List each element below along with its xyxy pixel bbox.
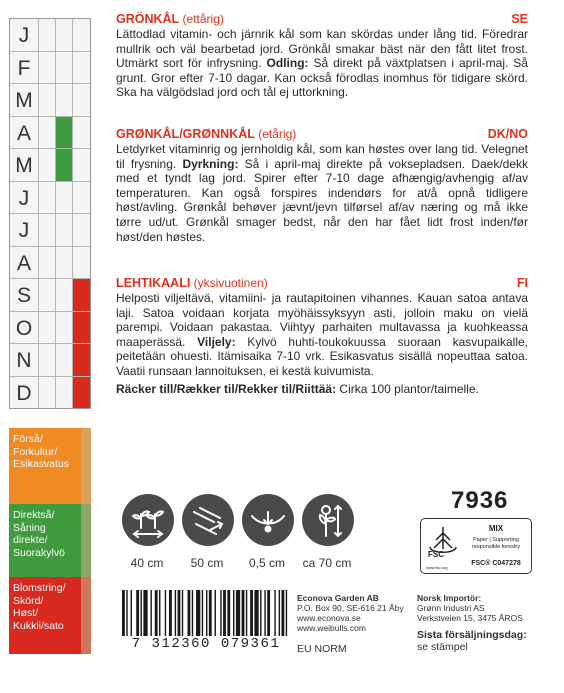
section-header xyxy=(116,127,528,142)
month-letter: D xyxy=(16,381,32,405)
calendar-cell xyxy=(72,312,90,344)
calendar-row xyxy=(10,214,90,247)
row-spacing-icon xyxy=(122,494,174,546)
calendar-cell xyxy=(55,52,72,84)
calendar-cell xyxy=(38,84,55,116)
importer-info xyxy=(417,593,523,623)
sowing-depth-icon xyxy=(242,494,294,546)
company-line: www.econova.se xyxy=(297,613,361,623)
calendar-cell xyxy=(72,149,90,181)
section-se xyxy=(116,12,528,100)
legend-sow-indoor-text: Förså/ Forkultur/ Esikasvatus xyxy=(13,433,70,470)
calendar-cell xyxy=(55,84,72,116)
calendar-row xyxy=(10,52,90,85)
eu-norm: EU NORM xyxy=(297,643,347,655)
month-letter: M xyxy=(15,89,33,112)
barcode-number: 7 312360 079361 xyxy=(116,636,296,652)
company-line: www.weibulls.com xyxy=(297,623,366,633)
calendar-cell xyxy=(72,52,90,84)
month-letter: J xyxy=(18,219,30,242)
company-name: Econova Garden AB xyxy=(297,593,379,603)
calendar-cell xyxy=(55,19,72,51)
last-sale-date: Sista försäljningsdag: se stämpel xyxy=(417,629,527,653)
sowing-depth-label: 0,5 cm xyxy=(248,556,285,570)
language-code: SE xyxy=(511,12,528,26)
calendar-cell xyxy=(38,279,55,311)
month-letter: J xyxy=(18,24,30,47)
company-line: P.O. Box 90, SE-616 21 Åby xyxy=(297,603,404,613)
calendar-cell xyxy=(38,344,55,376)
section-header xyxy=(116,12,528,27)
calendar-cell xyxy=(38,377,55,409)
calendar-cell xyxy=(72,182,90,214)
fsc-logo-text: FSC xyxy=(428,550,444,559)
calendar-cell xyxy=(72,84,90,116)
calendar-cell xyxy=(72,117,90,149)
section-title: GRÖNKÅL xyxy=(116,12,180,26)
month-letter: J xyxy=(18,186,30,210)
legend-texture xyxy=(81,428,91,504)
section-dk-no xyxy=(116,127,528,244)
section-subtitle: (etårig) xyxy=(258,127,297,141)
importer-label: Norsk Importör: xyxy=(417,593,482,603)
calendar-row xyxy=(10,279,90,312)
calendar-cell xyxy=(55,214,72,246)
calendar-row xyxy=(10,19,90,52)
calendar-cell xyxy=(72,247,90,279)
section-body: Letdyrket vitaminrig og jernholdig kål, som kan høstes over lang tid. Velegnet til frysning. Dyrkning: Så i april-maj direkte på voksepladsen. Daek/dekk med et tyndt lag jord. Spirer efter 7-10 dage afhængig/avhengig af/av temperaturen. Kan også forspires indendørs for at/å opnå tidligere høst/avling. Grønkål behøver jævnt/jevn tilførsel af/av næring og må ikke tørre ud/ut. Grønkål smager bedst, når den har fået lidt frost inden/før høst/den høstes. xyxy=(116,142,529,244)
calendar-cell xyxy=(38,149,55,181)
calendar-row xyxy=(10,247,90,280)
calendar-cell xyxy=(72,344,90,376)
month-letter: S xyxy=(16,284,31,307)
fsc-mix: MIX xyxy=(488,524,504,533)
language-code: FI xyxy=(516,276,528,290)
calendar-cell xyxy=(38,247,55,279)
calendar-row xyxy=(10,377,90,409)
legend-sow-indoor xyxy=(9,428,91,504)
legend-texture xyxy=(81,504,91,577)
section-header xyxy=(116,276,528,291)
language-code: DK/NO xyxy=(487,127,528,141)
month-letter: N xyxy=(16,349,32,372)
calendar-cell xyxy=(38,52,55,84)
section-body: Helposti viljeltävä, vitamiini- ja rautapitoinen vihannes. Kauan satoa antava laji. Satoa voidaan korjata myöhäissyksyyn asti, jolloin maku on vielä parempi. Voidaan pakastaa. Viihtyy parhaiten multavassa ja kuohkeassa maaperässä. Viljely: Kylvö huhti-toukokuussa suoraan kasvupaikalle, peitetään ohuesti. Itämisaika 7-10 vrk. Esikasvatus sisällä nopeuttaa satoa. Vaatii runsaan lannoituksen, ei kestä kuivumista. xyxy=(116,291,528,378)
calendar-cell xyxy=(55,377,72,409)
month-letter: A xyxy=(16,251,31,275)
company-info xyxy=(297,593,404,633)
section-fi xyxy=(116,276,528,379)
month-letter: A xyxy=(16,121,31,145)
fsc-url: www.fsc.org xyxy=(426,565,448,570)
fsc-line1: Paper | Supporting xyxy=(473,537,519,543)
calendar-cell xyxy=(38,182,55,214)
calendar-cell xyxy=(55,149,72,181)
plant-height-label: ca 70 cm xyxy=(302,556,352,570)
section-title: GRØNKÅL/GRØNNKÅL xyxy=(116,127,255,141)
row-spacing-label: 40 cm xyxy=(130,556,164,570)
legend-sow-direct-text: Direktså/ Såning direkte/ Suorakylvö xyxy=(13,509,65,559)
calendar-row xyxy=(10,312,90,345)
yield-info: Räcker till/Rækker til/Rekker til/Riittää: Cirka 100 plantor/taimelle. xyxy=(116,382,479,396)
sowing-calendar xyxy=(9,18,91,409)
calendar-row xyxy=(10,117,90,150)
month-letter: O xyxy=(15,316,33,340)
legend-texture xyxy=(81,577,91,654)
plant-height-icon xyxy=(302,494,354,546)
calendar-cell xyxy=(38,312,55,344)
calendar-cell xyxy=(72,19,90,51)
calendar-row xyxy=(10,344,90,377)
fsc-code: FSC® C047278 xyxy=(471,560,521,567)
fsc-tree-logo-icon xyxy=(426,523,460,567)
calendar-cell xyxy=(38,19,55,51)
plant-spacing-label: 50 cm xyxy=(190,556,224,570)
plant-spacing-icon xyxy=(182,494,234,546)
calendar-cell xyxy=(55,117,72,149)
calendar-cell xyxy=(72,214,90,246)
section-body: Lättodlad vitamin- och järnrik kål som kan skördas under lång tid. Föredrar mullrik och väl bearbetad jord. Grönkål smakar bäst när den fått litet frost. Utmärkt sort för infrysning. Odling: Så direkt på växtplatsen i april-maj. Så grunt. Gror efter 7-10 dagar. Kan också förodlas inomhus för tidigare skörd. Ska ha välgödslad jord och tål ej uttorkning. xyxy=(116,27,528,100)
calendar-cell xyxy=(38,214,55,246)
legend-flowering xyxy=(9,577,91,654)
calendar-row xyxy=(10,182,90,215)
legend-flowering-text: Blomstring/ Skörd/ Høst/ Kukkii/sato xyxy=(13,582,66,632)
calendar-row xyxy=(10,84,90,117)
calendar-cell xyxy=(55,312,72,344)
importer-line: Grønn Industri AS xyxy=(417,603,485,613)
calendar-cell xyxy=(55,344,72,376)
calendar-cell xyxy=(55,247,72,279)
month-letter: F xyxy=(17,56,31,80)
section-title: LEHTIKAALI xyxy=(116,276,191,290)
section-subtitle: (ettårig) xyxy=(182,12,224,26)
calendar-cell xyxy=(72,279,90,311)
calendar-cell xyxy=(55,182,72,214)
calendar-row xyxy=(10,149,90,182)
article-number: 7936 xyxy=(451,487,509,514)
calendar-cell xyxy=(38,117,55,149)
calendar-cell xyxy=(55,279,72,311)
legend-sow-direct xyxy=(9,504,91,577)
calendar-cell xyxy=(72,377,90,409)
section-subtitle: (yksivuotinen) xyxy=(193,276,268,290)
importer-line: Verkstveien 15, 3475 ÅROS xyxy=(417,613,523,623)
fsc-line2: responsible forestry xyxy=(472,544,520,550)
fsc-certification-box xyxy=(420,518,532,574)
month-letter: M xyxy=(15,154,33,177)
